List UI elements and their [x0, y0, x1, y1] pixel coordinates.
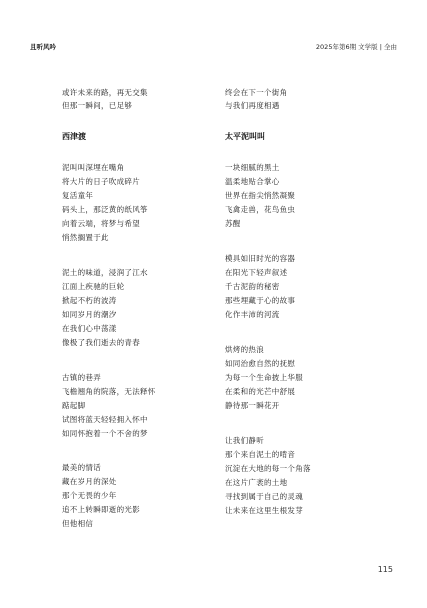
- poem-line: 但他相信: [62, 519, 94, 528]
- page-header: [30, 42, 397, 56]
- poem-line: 那个无畏的少年: [62, 491, 117, 500]
- poem-line: 将大片的日子吹成碎片: [62, 177, 140, 186]
- poem-line: 向着云端，将梦与希望: [62, 219, 140, 228]
- poem-line: 与我们再度相遇: [225, 101, 280, 110]
- magazine-brand: 且听风吟: [30, 43, 56, 51]
- poem-line: 飞檐翘角的院落，无法释怀: [62, 387, 156, 396]
- poem-line: 如同怀抱着一个不舍的梦: [62, 429, 148, 438]
- poem-line: 一块细腻的黑土: [225, 163, 280, 172]
- poem-line: 码头上，那泛黄的纸风筝: [62, 205, 148, 214]
- poem-line: 让未来在这里生根发芽: [225, 506, 303, 515]
- poem-line: 踮起脚: [62, 401, 86, 410]
- poem-line: 烘烤的热浪: [225, 345, 264, 354]
- poem-line: 如同治愈自然的抚慰: [225, 359, 296, 368]
- poem-line: 模具如旧时光的容器: [225, 254, 296, 263]
- poem-line: 温柔地贴合掌心: [225, 177, 280, 186]
- poem-line: 复活童年: [62, 191, 94, 200]
- poem-line: 在柔和的光芒中舒展: [225, 387, 296, 396]
- poem-line: 泥叫叫深埋在嘴角: [62, 163, 125, 172]
- poem-line: 或许未来的路，再无交集: [62, 88, 148, 97]
- poem-line: 世界在指尖悄然凝聚: [225, 191, 296, 200]
- poem-line: 追不上转瞬即逝的光影: [62, 505, 140, 514]
- poem-line: 静待那一瞬花开: [225, 401, 280, 410]
- poem-line: 在这片广袤的土地: [225, 478, 288, 487]
- poem-line: 那些埋藏于心的故事: [225, 296, 296, 305]
- poem-line: 如同岁月的潮汐: [62, 310, 117, 319]
- poem-line: 在我们心中荡漾: [62, 324, 117, 333]
- poem-line: 飞禽走兽，花鸟鱼虫: [225, 205, 296, 214]
- section-label: 文学版 | 全由: [358, 43, 397, 51]
- poem-line: 沉淀在大地的每一个角落: [225, 464, 311, 473]
- poem-line: 千古泥韵的秘密: [225, 282, 280, 291]
- poem-line: 但那一瞬间，已足够: [62, 101, 133, 110]
- poem-title: 太平泥叫叫: [225, 132, 265, 141]
- poem-line: 为每一个生命披上华服: [225, 373, 303, 382]
- poem-line: 掀起不朽的波涛: [62, 296, 117, 305]
- poem-line: 让我们静听: [225, 436, 264, 445]
- poem-line: 悄然搁置于此: [62, 233, 109, 242]
- poem-line: 像极了我们逝去的青春: [62, 338, 140, 347]
- poem-line: 江面上疾驰的巨轮: [62, 282, 125, 291]
- poem-line: 苏醒: [225, 219, 241, 228]
- poem-line: 终会在下一个街角: [225, 88, 288, 97]
- poem-title: 西津渡: [62, 132, 86, 141]
- poem-line: 藏在岁月的深处: [62, 477, 117, 486]
- poem-line: 试图将蓝天轻轻拥入怀中: [62, 415, 148, 424]
- poem-line: 化作丰沛的河流: [225, 310, 280, 319]
- issue-info: [316, 42, 397, 51]
- issue-number: 2025年第6期: [315, 43, 357, 51]
- poem-line: 那个来自泥土的啃音: [225, 450, 296, 459]
- poem-line: 最美的情话: [62, 463, 101, 472]
- page-number: 115: [377, 565, 393, 574]
- poem-line: 寻找到属于自己的灵魂: [225, 492, 303, 501]
- poem-line: 在阳光下轻声叙述: [225, 268, 288, 277]
- poem-line: 泥土的味道，浸润了江水: [62, 268, 148, 277]
- poem-line: 古镇的巷弄: [62, 373, 101, 382]
